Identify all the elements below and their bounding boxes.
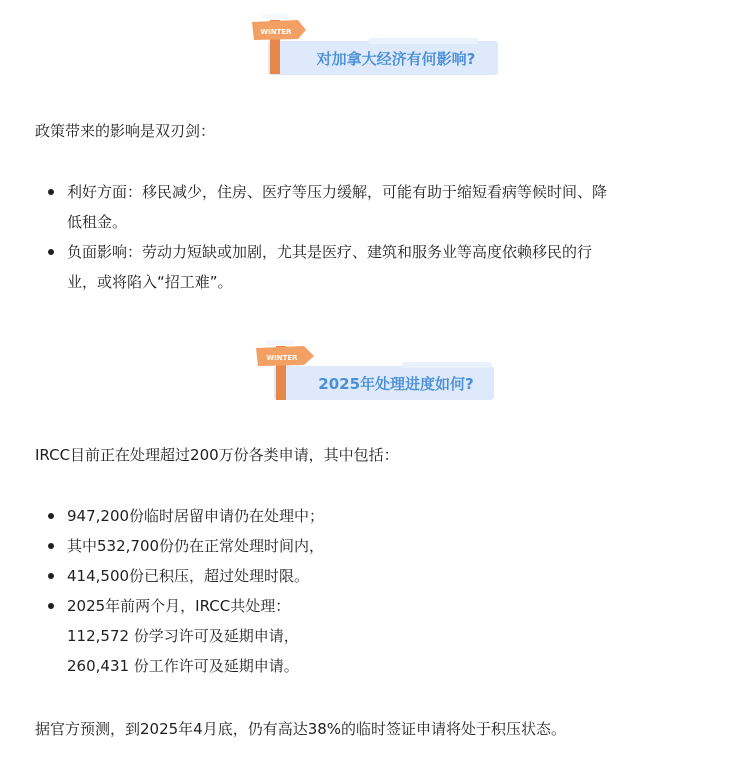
list-item [35,177,725,237]
list-item-line: 负面影响：劳动力短缺或加剧，尤其是医疗、建筑和服务业等高度依赖移民的行 [67,243,593,261]
bullet-icon [48,189,54,195]
section-header-economy [248,12,500,76]
list-item-line: 低租金。 [67,213,128,231]
progress-list [35,501,725,681]
bullet-icon [48,513,54,519]
progress-intro: IRCC目前正在处理超过200万份各类申请，其中包括： [35,446,399,464]
snow-decoration [402,362,492,368]
list-item-line: 2025年前两个月，IRCC共处理： [67,597,291,615]
signpost-icon [248,12,310,74]
progress-closing: 据官方预测，到2025年4月底，仍有高达38%的临时签证申请将处于积压状态。 [35,720,567,738]
section-header-progress [252,338,496,402]
sign-label: WINTER [260,28,292,36]
impact-intro: 政策带来的影响是双刃剑： [35,122,216,140]
list-item-line: 260,431 份工作许可及延期申请。 [67,657,299,675]
sign-label: WINTER [266,354,298,362]
list-item [35,237,725,297]
signpost-icon [252,338,314,400]
list-item-line: 414,500份已积压，超过处理时限。 [67,567,310,585]
bullet-icon [48,543,54,549]
list-item-line: 947,200份临时居留申请仍在处理中； [67,507,325,525]
list-item [35,561,725,591]
list-item [35,591,725,681]
list-item [35,501,725,531]
bullet-icon [48,573,54,579]
list-item-line: 112,572 份学习许可及延期申请， [67,627,299,645]
section-title: 对加拿大经济有何影响? [316,49,476,68]
list-item-line: 利好方面：移民减少，住房、医疗等压力缓解，可能有助于缩短看病等候时间、降 [67,183,608,201]
list-item-line: 其中532,700份仍在正常处理时间内， [67,537,325,555]
bullet-icon [48,249,54,255]
snow-decoration [368,38,478,44]
list-item-line: 业，或将陷入“招工难”。 [67,273,233,291]
list-item [35,531,725,561]
section-title: 2025年处理进度如何? [318,374,474,393]
bullet-icon [48,603,54,609]
impact-list [35,177,725,297]
